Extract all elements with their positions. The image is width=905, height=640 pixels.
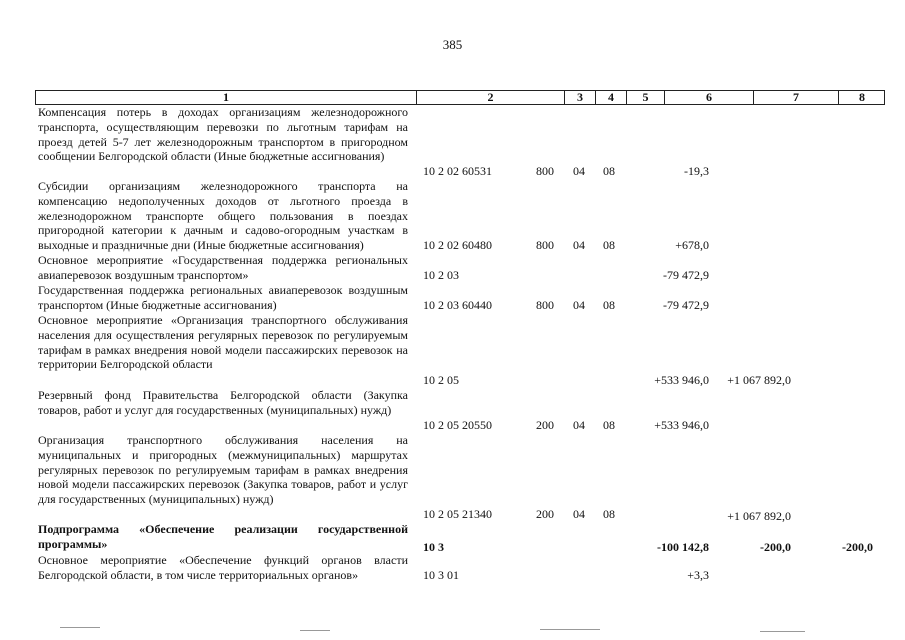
row-description: Организация транспортного обслуживания населения на муниципальных и пригородных (межмуниципальных) маршрутах регулярных перевозок по регулируемым тарифам в рамках внедрения новой модели пассажирских перевозок (Закупка товаров, работ и услуг для государственных (муниципальных) нужд): [38, 433, 408, 507]
row-col-3: 800: [536, 238, 554, 252]
row-col-4: 04: [573, 418, 585, 432]
row-col-5: 08: [603, 164, 615, 178]
row-col-3: 200: [536, 418, 554, 432]
page-number: 385: [442, 37, 463, 52]
scan-speck: [60, 627, 100, 628]
row-code: 10 2 05 20550: [423, 418, 492, 432]
row-col-6: -79 472,9: [663, 268, 709, 282]
row-col-6: +533 946,0: [654, 418, 709, 432]
row-code: 10 2 05: [423, 373, 459, 387]
row-description: Государственная поддержка региональных авиаперевозок воздушным транспортом (Иные бюджетные ассигнования): [38, 283, 408, 312]
row-description: Компенсация потерь в доходах организациям железнодорожного транспорта, осуществляющим перевозки по льготным тарифам на проезд детей 5-7 лет железнодорожным транспортом в пригородном сообщении Белгородской области (Иные бюджетные ассигнования): [38, 105, 408, 164]
header-col-1: 1: [223, 90, 229, 104]
row-code: 10 2 03 60440: [423, 298, 492, 312]
row-code: 10 3: [423, 540, 444, 554]
row-code: 10 2 03: [423, 268, 459, 282]
row-code: 10 2 02 60531: [423, 164, 492, 178]
row-col-6: -19,3: [684, 164, 709, 178]
row-col-5: 08: [603, 298, 615, 312]
header-col-2: 2: [416, 91, 564, 104]
scan-speck: [760, 631, 805, 632]
row-col-7: +1 067 892,0: [727, 509, 791, 523]
header-col-5: 5: [626, 91, 664, 104]
row-col-5: 08: [603, 507, 615, 521]
row-col-6: -100 142,8: [657, 540, 709, 554]
row-description: Резервный фонд Правительства Белгородской области (Закупка товаров, работ и услуг для государственных (муниципальных) нужд): [38, 388, 408, 417]
row-col-4: 04: [573, 238, 585, 252]
header-col-3: 3: [564, 91, 595, 104]
scan-speck: [540, 629, 600, 630]
row-col-3: 200: [536, 507, 554, 521]
row-description: Основное мероприятие «Государственная поддержка региональных авиаперевозок воздушным транспортом»: [38, 253, 408, 282]
row-col-8: -200,0: [842, 540, 873, 554]
row-col-4: 04: [573, 507, 585, 521]
row-col-4: 04: [573, 164, 585, 178]
row-col-6: +678,0: [675, 238, 709, 252]
header-col-8: 8: [838, 91, 885, 104]
table-header: [35, 90, 885, 105]
row-col-7: -200,0: [760, 540, 791, 554]
scan-speck: [300, 630, 330, 631]
row-description: Субсидии организациям железнодорожного транспорта на компенсацию недополученных доходов от льготного проезда в железнодорожном транспорте общего пользования в поездах пригородной категории к дачным и садово-огородным участкам в выходные и праздничные дни (Иные бюджетные ассигнования): [38, 179, 408, 253]
header-col-4: 4: [595, 91, 626, 104]
row-col-3: 800: [536, 298, 554, 312]
header-col-7: 7: [753, 91, 838, 104]
row-description: Основное мероприятие «Организация транспортного обслуживания населения для осуществления регулярных перевозок по регулируемым тарифам в рамках внедрения новой модели пассажирских перевозок на территории Белгородской области: [38, 313, 408, 372]
row-col-3: 800: [536, 164, 554, 178]
row-col-4: 04: [573, 298, 585, 312]
row-code: 10 3 01: [423, 568, 459, 582]
row-col-6: -79 472,9: [663, 298, 709, 312]
row-col-6: +533 946,0: [654, 373, 709, 387]
row-description: Основное мероприятие «Обеспечение функций органов власти Белгородской области, в том числе территориальных органов»: [38, 553, 408, 582]
row-code: 10 2 05 21340: [423, 507, 492, 521]
header-col-6: 6: [664, 91, 753, 104]
row-code: 10 2 02 60480: [423, 238, 492, 252]
row-col-7: +1 067 892,0: [727, 373, 791, 387]
row-col-5: 08: [603, 238, 615, 252]
row-description: Подпрограмма «Обеспечение реализации государственной программы»: [38, 522, 408, 551]
row-col-5: 08: [603, 418, 615, 432]
row-col-6: +3,3: [687, 568, 709, 582]
